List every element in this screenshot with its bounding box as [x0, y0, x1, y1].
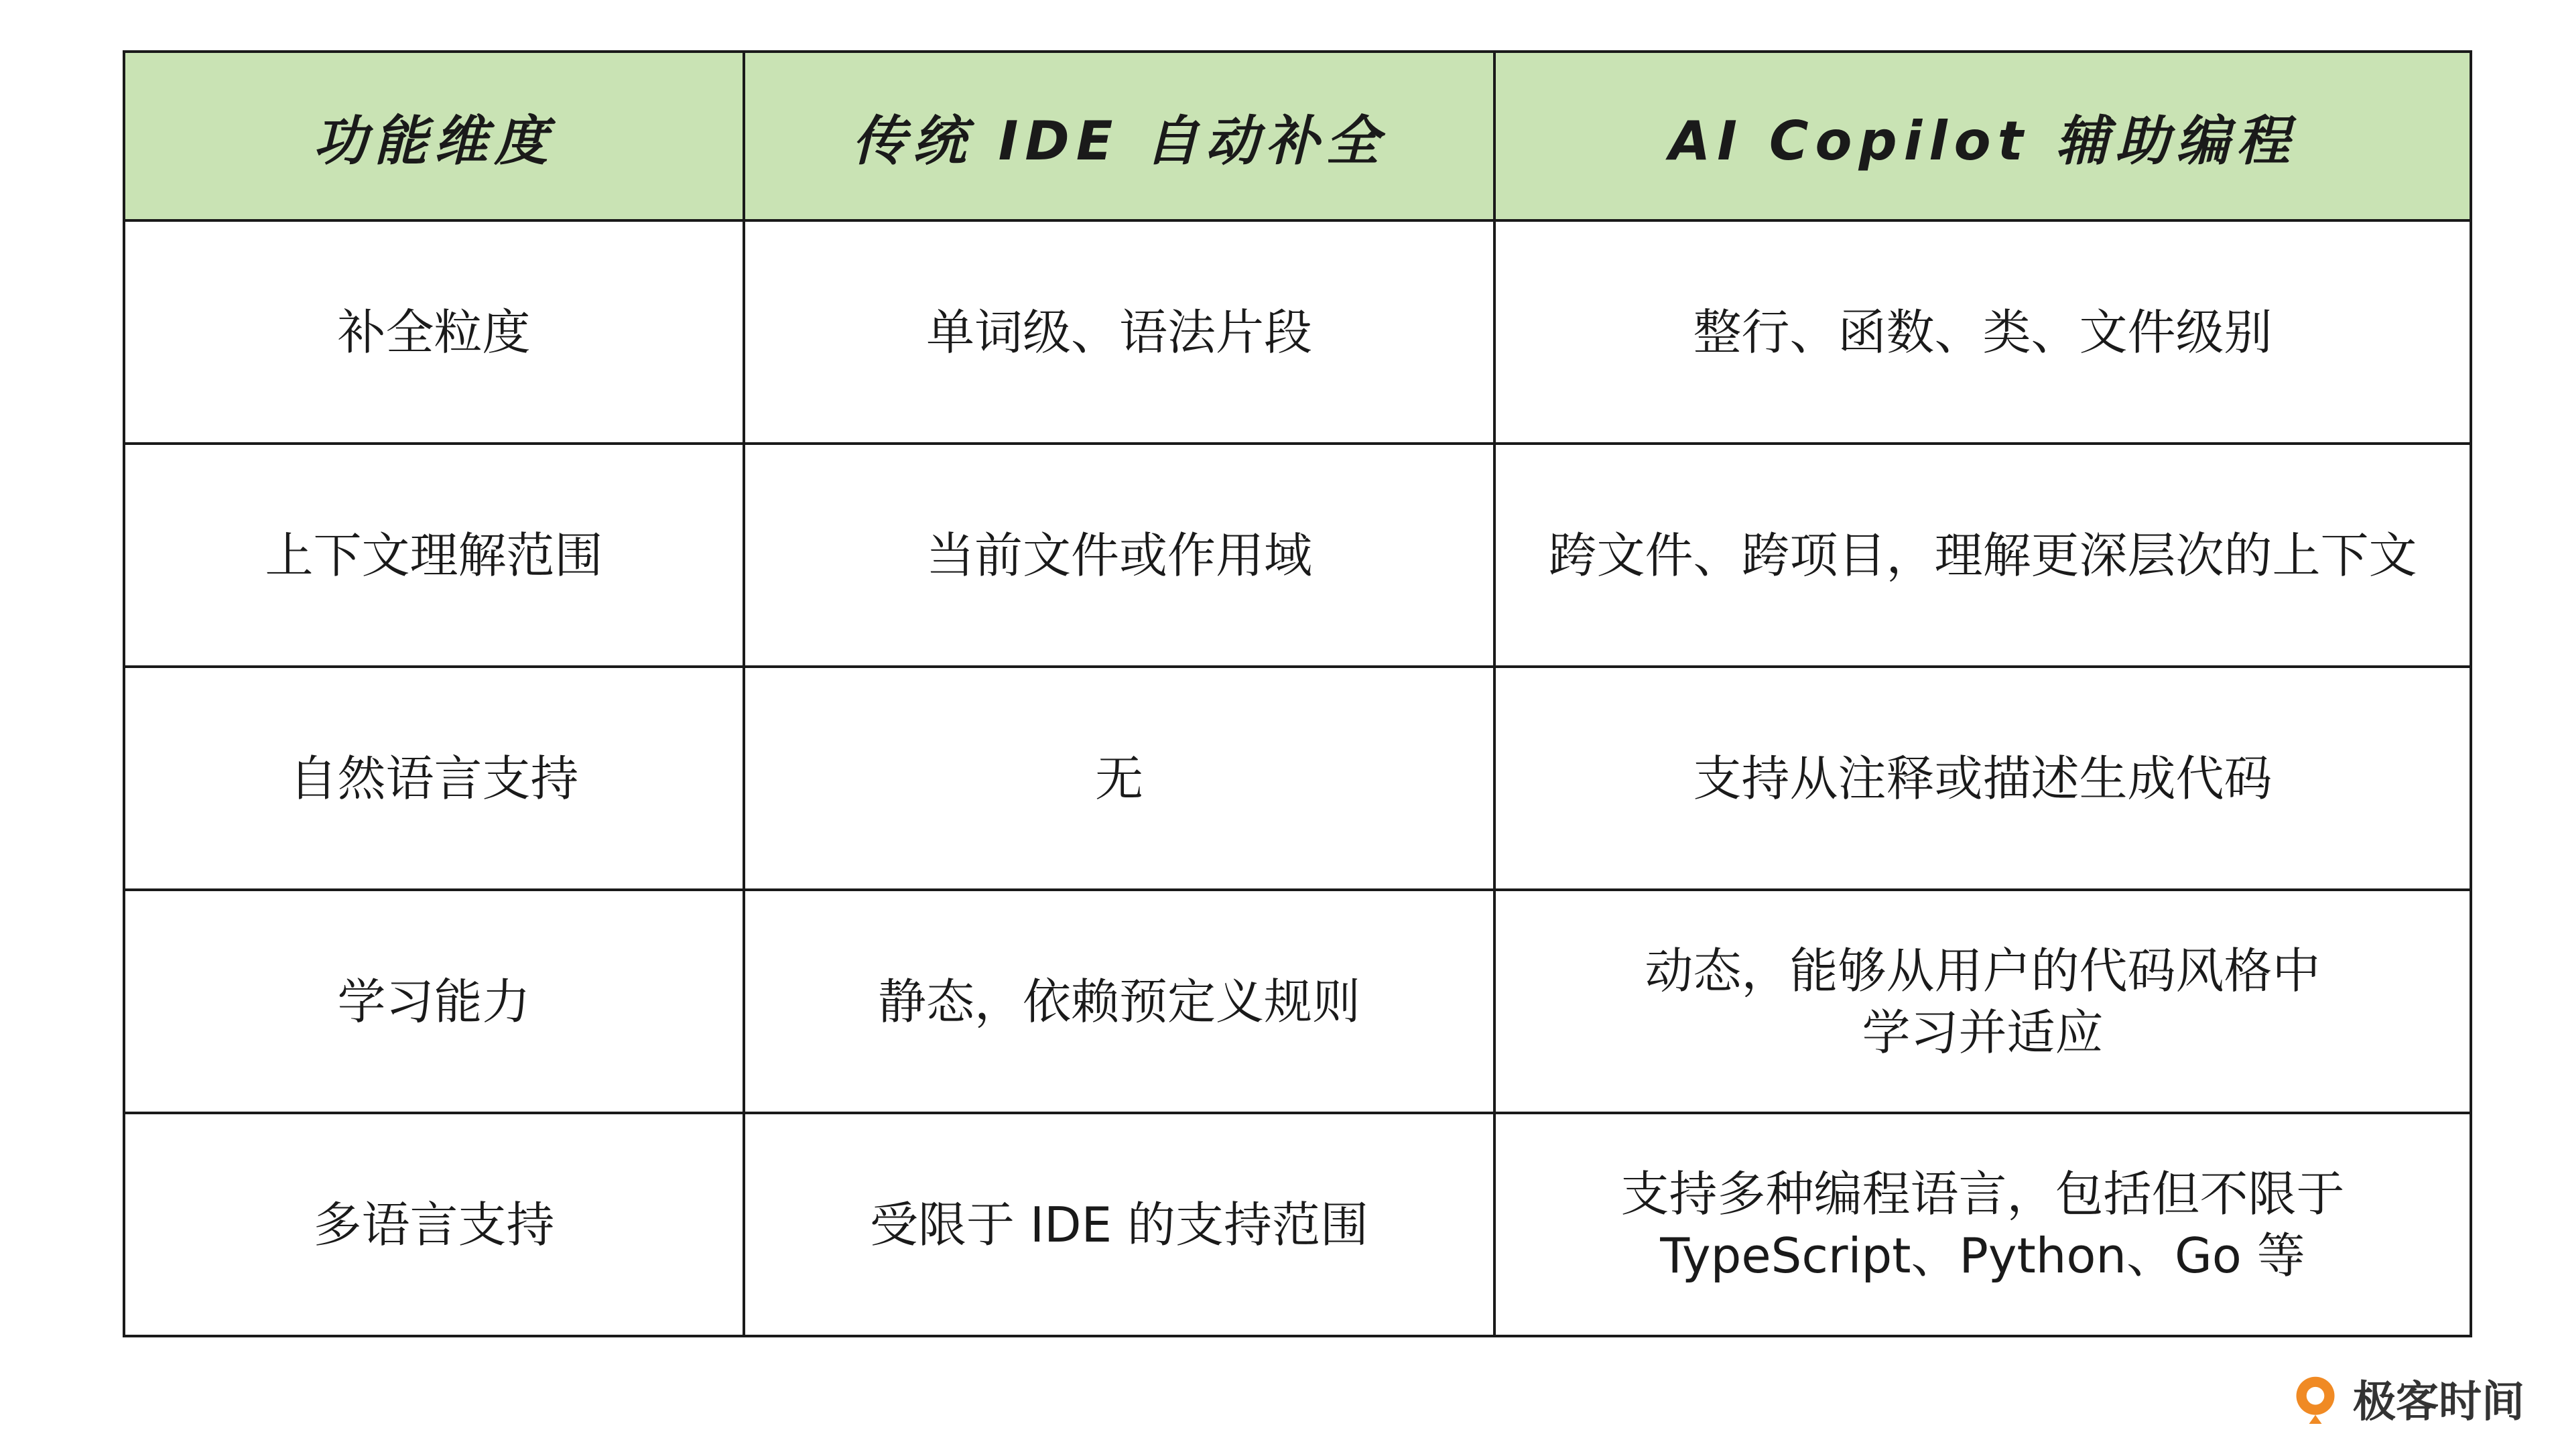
copilot-cell-line: 支持多种编程语言，包括但不限于: [1620, 1165, 2345, 1222]
traditional-cell: 静态，依赖预定义规则: [744, 890, 1494, 1113]
copilot-cell-line: TypeScript、Python、Go 等: [1660, 1227, 2305, 1284]
copilot-cell: [1494, 890, 2471, 1113]
table-row: [124, 220, 2471, 444]
traditional-cell: 当前文件或作用域: [744, 444, 1494, 667]
copilot-cell: [1494, 667, 2471, 890]
table-row: [124, 667, 2471, 890]
dimension-cell: 学习能力: [124, 890, 744, 1113]
dimension-cell: 上下文理解范围: [124, 444, 744, 667]
traditional-cell: 单词级、语法片段: [744, 220, 1494, 444]
header-dimension: 功能维度: [124, 52, 744, 220]
header-traditional-ide: 传统 IDE 自动补全: [744, 52, 1494, 220]
copilot-cell-line: 学习并适应: [1862, 1004, 2104, 1061]
table-row: [124, 1113, 2471, 1336]
table-row: [124, 890, 2471, 1113]
dimension-cell: 自然语言支持: [124, 667, 744, 890]
geektime-watermark: [2290, 1368, 2524, 1429]
copilot-cell: [1494, 444, 2471, 667]
copilot-cell: [1494, 220, 2471, 444]
copilot-cell: [1494, 1113, 2471, 1336]
copilot-cell-line: 跨文件、跨项目，理解更深层次的上下文: [1548, 527, 2417, 584]
copilot-cell-line: 动态，能够从用户的代码风格中: [1645, 942, 2321, 999]
header-ai-copilot: AI Copilot 辅助编程: [1494, 52, 2471, 220]
watermark-text: 极客时间: [2353, 1378, 2524, 1427]
table-row: [124, 444, 2471, 667]
header-row: [124, 52, 2471, 220]
dimension-cell: 多语言支持: [124, 1113, 744, 1336]
traditional-cell: 受限于 IDE 的支持范围: [744, 1113, 1494, 1336]
dimension-cell: 补全粒度: [124, 220, 744, 444]
copilot-cell-line: 支持从注释或描述生成代码: [1693, 750, 2273, 807]
traditional-cell: 无: [744, 667, 1494, 890]
comparison-table: [123, 50, 2472, 1337]
geektime-logo-icon: [2290, 1373, 2341, 1424]
copilot-cell-line: 整行、函数、类、文件级别: [1693, 304, 2273, 360]
